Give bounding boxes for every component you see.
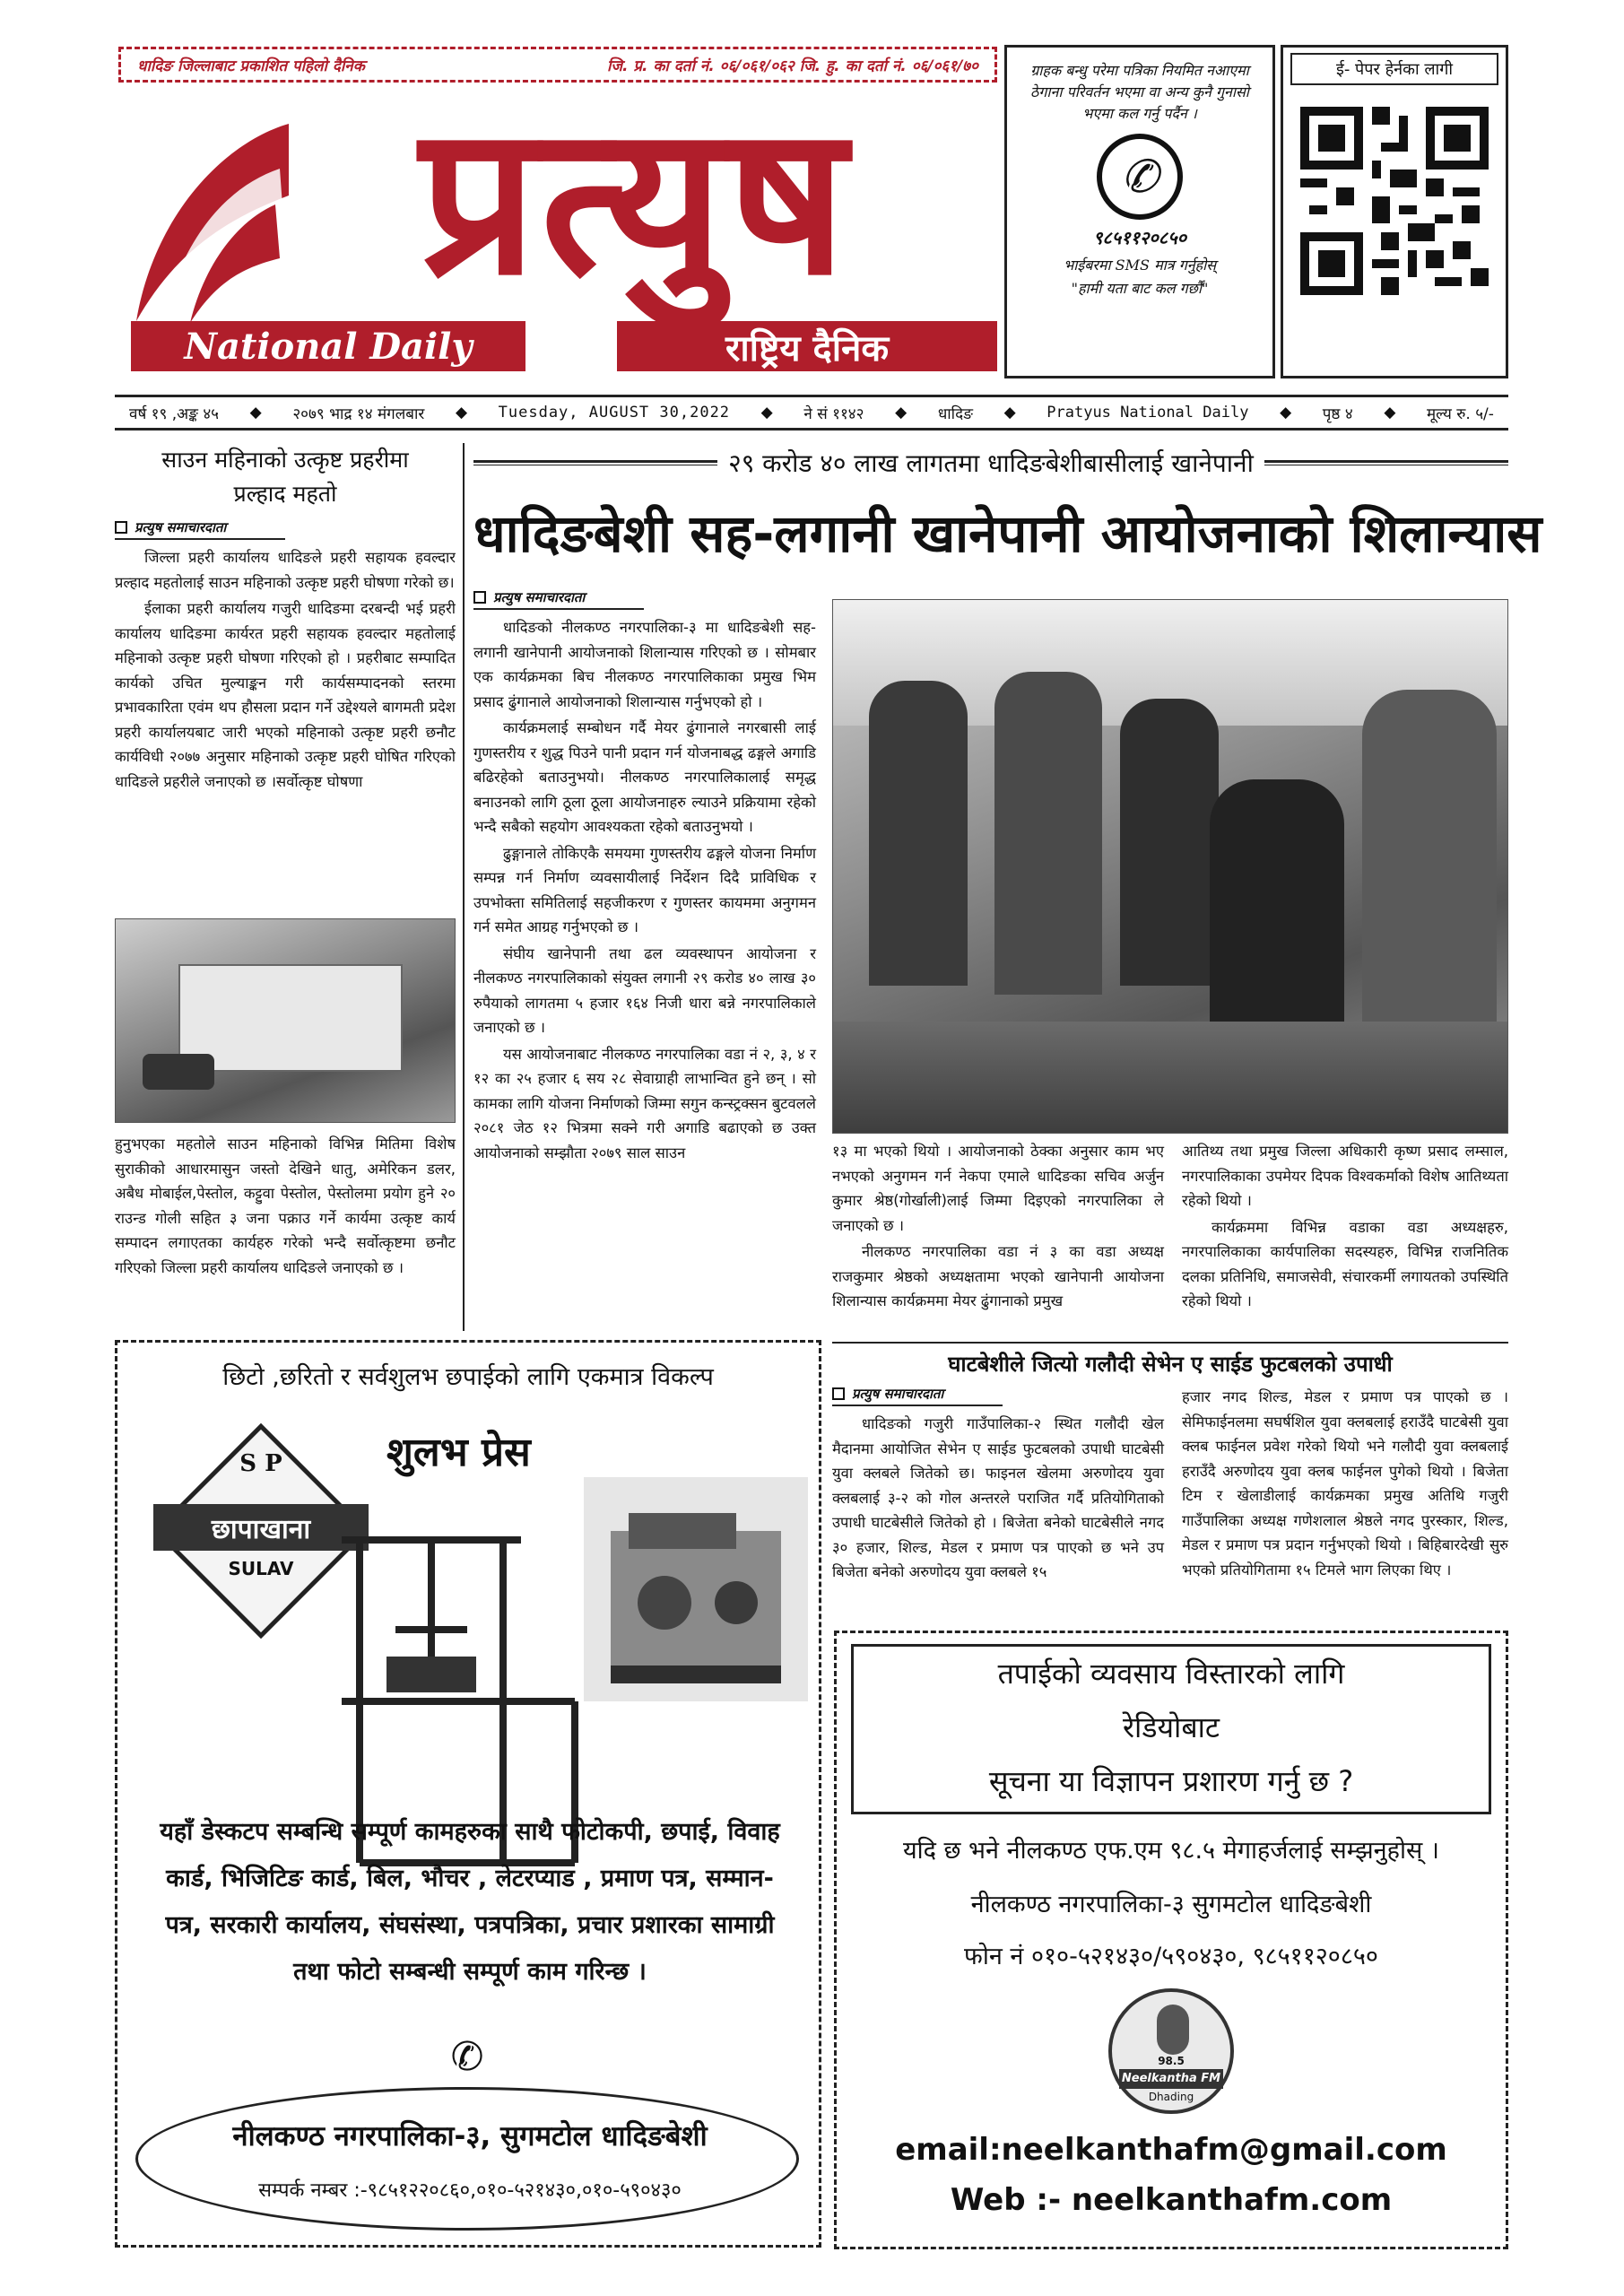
byline-box-icon xyxy=(473,591,486,604)
press-address: नीलकण्ठ नगरपालिका-३, सुगमटोल धादिङबेशी xyxy=(232,2120,708,2152)
left-headline-2: प्रल्हाद महतो xyxy=(233,481,337,507)
paper-name: Pratyus National Daily xyxy=(1046,404,1249,422)
dateline-bar: वर्ष १९ ,अङ्क ४५ ◆ २०७९ भाद्र १४ मंगलबार ◆ Tuesday, AUGUST 30,2022 ◆ ने सं ११४२ ◆ धादिङ ◆ Pratyus National Daily ◆ पृष्ठ ४ ◆ मूल्य रु. ५/- xyxy=(115,395,1508,430)
newspaper-title: प्रत्युष xyxy=(420,79,850,321)
press-tagline: छिटो ,छरितो र सर्वशुलभ छपाईको लागि एकमात्र विकल्प xyxy=(222,1363,714,1391)
notice-quote: "हामी यता बाट कल गर्छौं" xyxy=(1071,280,1209,297)
fm-logo-place: Dhading xyxy=(1148,2091,1194,2103)
fm-website[interactable]: Web :- neelkanthafm.com xyxy=(950,2182,1393,2218)
football-col-1 xyxy=(832,1385,1164,1587)
fm-question-box xyxy=(851,1644,1491,1814)
football-col-1-body xyxy=(832,1412,1164,1585)
main-para-7: नीलकण्ठ नगरपालिका वडा नं ३ का वडा अध्यक्ष राजकुमार श्रेष्ठको अध्यक्षतामा भएको खानेपानी आयोजना शिलान्यास कार्यक्रममा मेयर ढुंगानाको प्रमुख xyxy=(832,1243,1164,1309)
main-byline-text: प्रत्युष समाचारदाता xyxy=(493,589,586,605)
main-headline: धादिङबेशी सह-लगानी खानेपानी आयोजनाको शिलान्यास xyxy=(473,503,1542,564)
page-number: पृष्ठ ४ xyxy=(1322,404,1353,423)
qr-code-icon[interactable] xyxy=(1300,107,1489,295)
main-para-9: कार्यक्रममा विभिन्न वडाका वडा अध्यक्षहरु, नगरपालिकाका कार्यपालिका सदस्यहरु, विभिन्न राजनितिक दलका प्रतिनिधि, समाजसेवी, संचारकर्मी लगायतको उपस्थिति रहेको थियो । xyxy=(1182,1218,1508,1309)
notice-phone: ९८५११२०८५० xyxy=(1093,227,1186,248)
football-byline-text: प्रत्युष समाचारदाता xyxy=(852,1386,944,1402)
viber-icon: ✆ xyxy=(1097,134,1183,220)
main-para-2: कार्यक्रमलाई सम्बोधन गर्दै मेयर ढुंगानाले नगरबासी लाई गुणस्तरीय र शुद्ध पिउने पानी प्रदान गर्न योजनाबद्ध ढङ्गले अगाडि बढिरहेको बताउनुभयो। नीलकण्ठ नगरपालिकालाई समृद्ध बनाउनको लागि ठूला ठूला आयोजनाहरु ल्याउने प्रक्रियामा रहेको भन्दै सबैको सहयोग आवश्यकता रहेको बताउनुभयो । xyxy=(473,719,816,835)
left-story-body-2: हुनुभएका महतोले साउन महिनाको विभिन्न मितिमा विशेष सुराकीको आधारमासुन जस्तो देखिने धातु, अमेरिकन डलर, अबैध मोबाईल,पेस्तोल, कट्टुवा पेस्तोल, पेस्तोलमा प्रयोग हुने २० राउन्ड गोली सहित ३ जना पक्राउ गर्ने कार्यमा उत्कृष्ट कार्य सम्पादन लगाएतका कार्यहरु गरेको भन्दै सर्वोत्कृष्टमा छनौट गरिएको जिल्ला प्रहरी कार्यालय धादिङले जनाएको छ । xyxy=(115,1135,456,1276)
neelkantha-fm-ad xyxy=(834,1631,1508,2249)
football-para-1: धादिङको गजुरी गाउँपालिका-२ स्थित गलौदी खेल मैदानमा आयोजित सेभेन ए साईड फुटबलको उपाधी घाटबेसी युवा क्लबले जितेको छ। फाइनल खेलमा अरुणोदय युवा क्लबलाई ३-२ को गोल अन्तरले पराजित गर्दै प्रतियोगिताको उपाधी घाटबेसीले जितेको हो । बिजेता बनेको घाटबेसीले नगद ३० हजार, शिल्ड, मेडल र प्रमाण पत्र पाएको छ भने उप बिजेता बनेको अरुणोदय युवा क्लबले १५ xyxy=(832,1415,1164,1580)
notice-text: ग्राहक बन्धु परेमा पत्रिका नियमित नआएमा ठेगाना परिवर्तन भएमा वा अन्य कुनै गुनासो भएमा कल गर्नु पर्दैन । xyxy=(1030,62,1249,122)
press-services: यहाँ डेस्कटप सम्बन्धि सम्पूर्ण कामहरुका साथै फोटोकपी, छपाई, विवाह कार्ड, भिजिटिङ कार्ड, बिल, भौचर , लेटरप्याड , प्रमाण पत्र, सम्मान-पत्र, सरकारी कार्यालय, संघसंस्था, पत्रपत्रिका, प्रचार प्रशारका सामाग्री तथा फोटो सम्बन्धी सम्पूर्ण काम गरिन्छ । xyxy=(160,1818,780,1986)
fm-logo-freq: 98.5 xyxy=(1158,2055,1185,2067)
police-office-photo xyxy=(115,918,456,1123)
place: धादिङ xyxy=(937,404,973,423)
main-story-col-2 xyxy=(832,1139,1164,1316)
left-byline xyxy=(115,518,285,540)
press-name: शुलभ प्रेस xyxy=(386,1430,531,1475)
byline-box-icon xyxy=(115,521,127,534)
fm-logo-name: Neelkantha FM xyxy=(1119,2069,1223,2089)
main-para-6: १३ मा भएको थियो । आयोजनाको ठेक्का अनुसार काम भए नभएको अनुगमन गर्न नेकपा एमाले धादिङका सचिव अर्जुन कुमार श्रेष्ठ(गोर्खाली)लाई जिम्मा दिइएको नगरपालिका ले जनाएको छ । xyxy=(832,1143,1164,1234)
epaper-box xyxy=(1281,45,1508,378)
price: मूल्य रु. ५/- xyxy=(1427,404,1494,423)
foundation-ceremony-photo xyxy=(832,599,1508,1134)
left-para-1: जिल्ला प्रहरी कार्यालय धादिङले प्रहरी सहायक हवल्दार प्रल्हाद महतोलाई साउन महिनाको उत्कृष्ट प्रहरी घोषणा गरेको छ। xyxy=(115,549,456,591)
main-kicker: २९ करोड ४० लाख लागतमा धादिङबेशीबासीलाई खानेपानी xyxy=(728,448,1254,478)
left-story-body xyxy=(115,545,456,913)
subtitle-en: National Daily xyxy=(184,325,473,368)
notice-sms: भाईबरमा SMS मात्र गर्नुहोस् xyxy=(1063,257,1217,274)
microphone-icon xyxy=(1157,2005,1189,2055)
logo-text: छापाखाना xyxy=(211,1513,311,1545)
football-byline xyxy=(832,1385,1003,1406)
fm-line-4: यदि छ भने नीलकण्ठ एफ.एम ९८.५ मेगाहर्जलाई सम्झनुहोस् । xyxy=(902,1837,1440,1865)
fm-line-3: सूचना या विज्ञापन प्रशारण गर्नु छ ? xyxy=(988,1764,1354,1798)
main-para-8: आतिथ्य तथा प्रमुख जिल्ला अधिकारी कृष्ण प्रसाद लम्साल, नगरपालिकाका उपमेयर दिपक विश्वकर्माको विशेष आतिथ्यता रहेको थियो । xyxy=(1182,1143,1508,1209)
main-col-1-body xyxy=(473,615,816,1165)
press-contact: सम्पर्क नम्बर :-९८५१२२०८६०,०१०-५२१४३०,०१०-५९०४३० xyxy=(258,2179,682,2202)
football-col-2: हजार नगद शिल्ड, मेडल र प्रमाण पत्र पाएको छ । सेमिफाईनलमा सघर्षशिल युवा क्लबलाई हराउँदै घाटबेसी युवा क्लब फाईनल प्रवेश गरेको थियो भने गलौदी युवा क्लबलाई हराउँदै अरुणोदय युवा क्लब फाईनल पुगेको थियो । बिजेता टिम र खेलाडीलाई कार्यक्रमका प्रमुख अतिथि गजुरी गाउँपालिका अध्यक्ष गणेशलाल श्रेष्ठले नगद पुरस्कार, शिल्ड, मेडल र प्रमाण पत्र प्रदान गर्नुभएको थियो । बिहिबारदेखी सुरु भएको प्रतियोगितामा १५ टिमले भाग लिएका थिए । xyxy=(1182,1388,1508,1578)
fm-line-2: रेडियोबाट xyxy=(1122,1710,1220,1744)
left-headline-1: साउन महिनाको उत्कृष्ट प्रहरीमा xyxy=(161,447,409,473)
subtitle-en-banner xyxy=(131,321,525,371)
volume-issue: वर्ष १९ ,अङ्क ४५ xyxy=(129,404,220,423)
masthead-tagline: धादिङ जिल्लाबाट प्रकाशित पहिलो दैनिक xyxy=(137,57,365,75)
fm-line-6: फोन नं ०१०-५२१४३०/५९०४३०, ९८५११२०८५० xyxy=(964,1943,1378,1970)
fm-line-5: नीलकण्ठ नगरपालिका-३ सुगमटोल धादिङबेशी xyxy=(970,1891,1372,1918)
masthead-top-strip xyxy=(118,47,997,83)
football-headline: घाटबेशीले जित्यो गलौदी सेभेन ए साईड फुटबलको उपाधी xyxy=(948,1352,1393,1377)
english-date: Tuesday, AUGUST 30,2022 xyxy=(498,404,731,422)
main-para-3: ढुङ्गानाले तोकिएकै समयमा गुणस्तरीय ढङ्गले योजना निर्माण सम्पन्न गर्न निर्माण व्यवसायीलाई निर्देशन दिदै प्राविधिक र उपभोक्ता समितिलाई सहजीकरण र गुणस्तर कायममा अनुगमन गर्न समेत आग्रह गर्नुभएको छ । xyxy=(473,844,816,935)
left-byline-text: प्रत्युष समाचारदाता xyxy=(135,519,227,535)
sulav-press-ad xyxy=(115,1340,821,2248)
press-address-ellipse xyxy=(135,2087,799,2231)
main-para-4: संघीय खानेपानी तथा ढल व्यवस्थापन आयोजना र नीलकण्ठ नगरपालिकाको संयुक्त लगानी २९ करोड ४० लाख ३० रुपैयाको लागतमा ५ हजार १६४ निजी धारा बन्ने नगरपालिकाले जनाएको छ । xyxy=(473,944,816,1036)
subscriber-notice-box xyxy=(1004,45,1275,378)
registration-number: जि. प्र. का दर्ता नं. ०६/०६१/०६२ जि. हु. का दर्ता नं. ०६/०६१/७० xyxy=(606,57,978,75)
fm-email[interactable]: email:neelkanthafm@gmail.com xyxy=(895,2132,1447,2168)
phone-icon: ✆ xyxy=(450,2034,484,2080)
main-story-kicker-row xyxy=(473,443,1508,483)
logo-initials: S P xyxy=(239,1450,282,1477)
main-byline xyxy=(473,588,644,610)
subtitle-np-banner xyxy=(617,321,997,371)
main-para-1: धादिङको नीलकण्ठ नगरपालिका-३ मा धादिङबेशी सह-लगानी खानेपानी आयोजनाको शिलान्यास गरिएको छ । सोमबार एक कार्यक्रमका बिच नीलकण्ठ नगरपालिकाका प्रमुख भिम प्रसाद ढुंगानाले आयोजनाको शिलान्यास गर्नुभएको हो । xyxy=(473,619,816,710)
nepal-sambat: ने सं ११४२ xyxy=(803,404,864,423)
main-para-5: यस आयोजनाबाट नीलकण्ठ नगरपालिका वडा नं २, ३, ४ र १२ का २५ हजार ६ सय २८ सेवाग्राही लाभान्वित हुने छन् । सो कामका लागि योजना निर्माणको जिम्मा सगुन कन्स्ट्रक्सन बुटवलले २०८१ जेठ १२ भित्रमा सक्ने गरी अगाडि बढाएको छ उक्त आयोजनाको सम्झौता २०७९ साल साउन xyxy=(473,1045,816,1161)
main-story-col-3 xyxy=(1182,1139,1508,1316)
subtitle-np: राष्ट्रिय दैनिक xyxy=(725,327,890,370)
epaper-label: ई- पेपर हेर्नका लागी xyxy=(1290,53,1498,85)
logo-en: SULAV xyxy=(228,1558,294,1579)
masthead xyxy=(115,43,1004,378)
fm-line-1: तपाईको व्यवसाय विस्तारको लागि xyxy=(997,1657,1345,1691)
byline-box-icon xyxy=(832,1387,845,1400)
fm-logo xyxy=(1108,1988,1234,2114)
offset-press-illustration xyxy=(584,1477,808,1701)
left-para-2: ईलाका प्रहरी कार्यालय गजुरी धादिङमा दरबन्दी भई प्रहरी कार्यालय धादिङमा कार्यरत प्रहरी सहायक हवल्दार महतोलाई महिनाको उत्कृष्ट प्रहरी घोषणा गरिएको हो । प्रहरीबाट सम्पादित कार्यको उचित मुल्याङ्कन गरी कार्यसम्पादनको स्तरमा प्रभावकारिता एवंम थप हौसला प्रदान गर्ने उद्देश्यले बागमती प्रदेश प्रहरी कार्यालयबाट जारी भएको महिनाको उत्कृष्ट प्रहरी छनौट कार्यविधी २०७७ अनुसार महिनाको उत्कृष्ट प्रहरी घोषित गरिएको धादिङले प्रहरीले जनाएको छ ।सर्वोत्कृष्ट घोषणा xyxy=(115,600,456,790)
main-story-col-1 xyxy=(473,588,816,1333)
nepali-date: २०७९ भाद्र १४ मंगलबार xyxy=(292,404,425,423)
left-story xyxy=(115,443,456,1331)
